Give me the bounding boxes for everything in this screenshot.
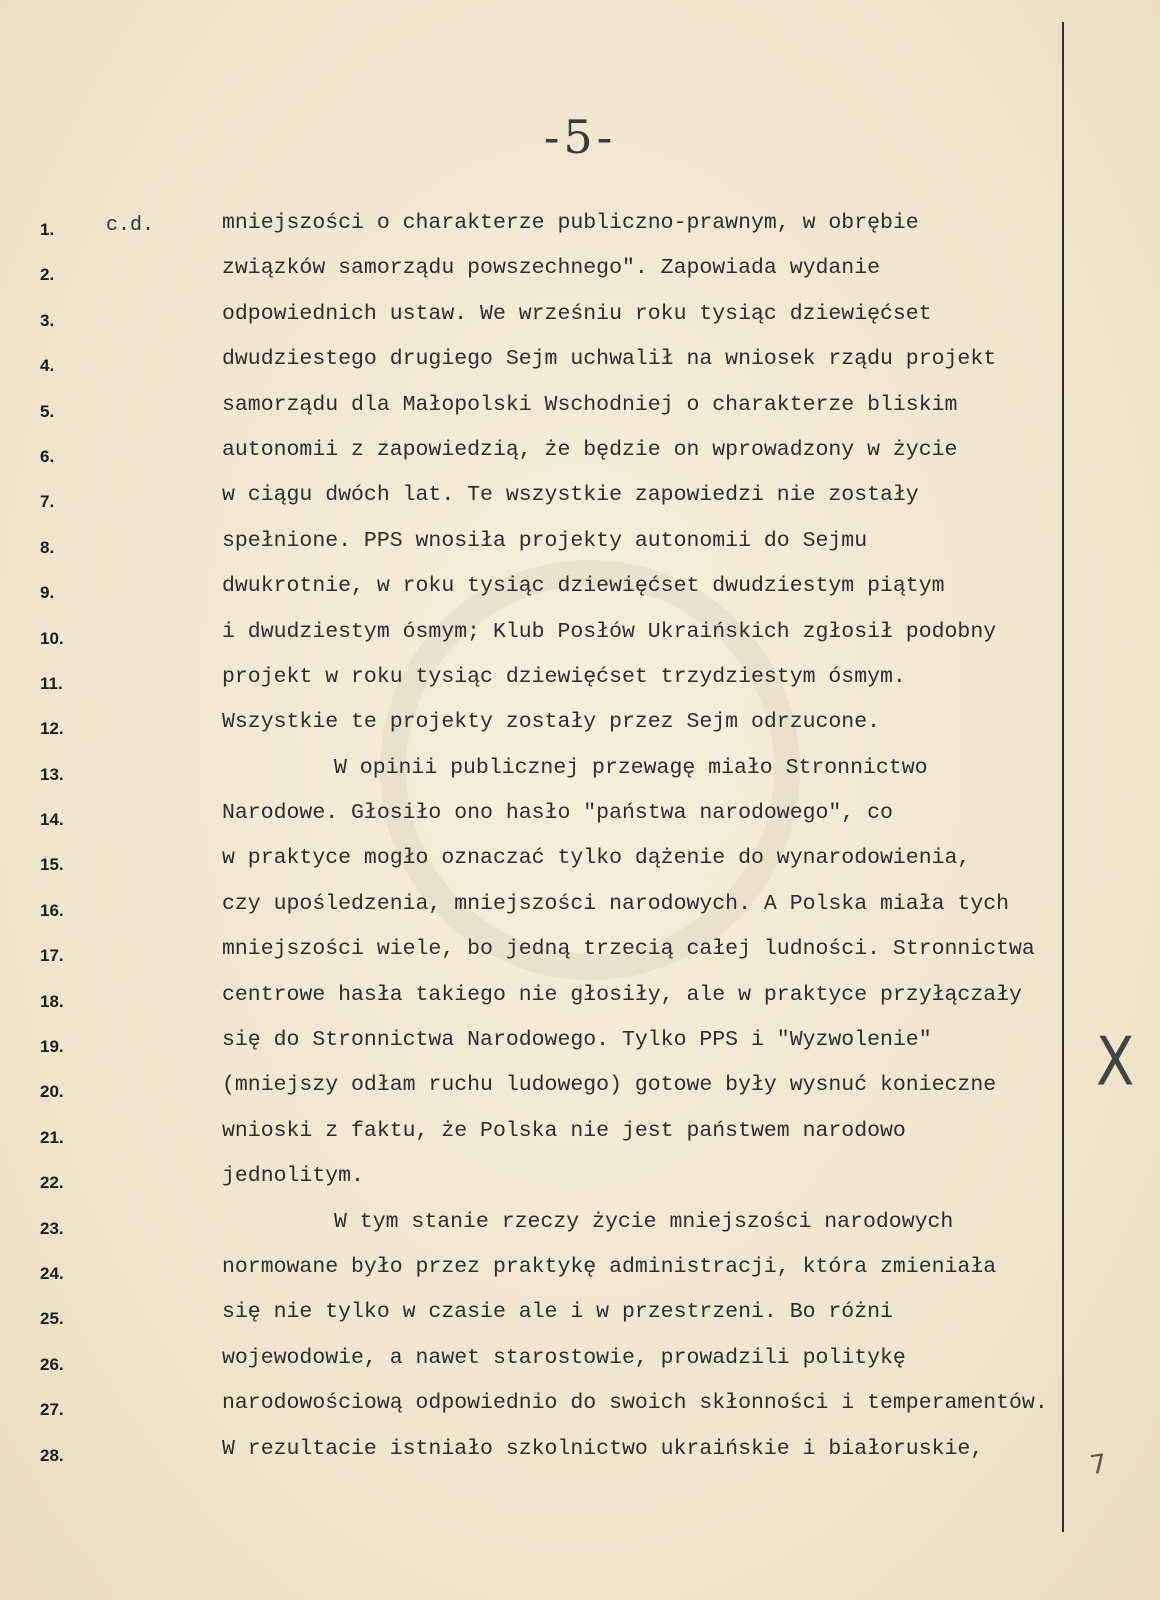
line-number: 11. bbox=[40, 673, 63, 693]
line-text: narodowościową odpowiednio do swoich skłonności i temperamentów. bbox=[222, 1391, 1048, 1416]
line-number: 25. bbox=[40, 1309, 64, 1329]
line-text: w praktyce mogło oznaczać tylko dążenie do wynarodowienia, bbox=[222, 846, 971, 871]
line-number: 28. bbox=[40, 1445, 64, 1465]
line-number: 9. bbox=[40, 583, 55, 603]
line-number: 15. bbox=[40, 855, 64, 875]
text-line bbox=[0, 524, 1160, 569]
line-text: spełnione. PPS wnosiła projekty autonomii do Sejmu bbox=[222, 528, 868, 553]
line-number: 6. bbox=[40, 446, 55, 466]
text-line bbox=[0, 1068, 1160, 1113]
line-text: W tym stanie rzeczy życie mniejszości narodowych bbox=[334, 1209, 954, 1234]
text-body bbox=[0, 206, 1160, 1477]
text-line bbox=[0, 932, 1160, 977]
margin-corner-note: 7 bbox=[1087, 1448, 1109, 1482]
text-line bbox=[0, 1432, 1160, 1477]
line-number: 5. bbox=[40, 401, 55, 421]
margin-x-mark: X bbox=[1096, 1023, 1135, 1102]
text-line bbox=[0, 342, 1160, 387]
line-number: 18. bbox=[40, 991, 64, 1011]
line-number: 24. bbox=[40, 1263, 64, 1283]
line-text: się nie tylko w czasie ale i w przestrzeni. Bo różni bbox=[222, 1300, 893, 1325]
line-number: 3. bbox=[40, 310, 55, 330]
text-line bbox=[0, 1205, 1160, 1250]
text-line bbox=[0, 1386, 1160, 1431]
line-text: wojewodowie, a nawet starostowie, prowadzili politykę bbox=[222, 1345, 906, 1370]
line-text: dwudziestego drugiego Sejm uchwalił na wniosek rządu projekt bbox=[222, 347, 997, 372]
line-text: mniejszości wiele, bo jedną trzecią całej ludności. Stronnictwa bbox=[222, 937, 1035, 962]
line-number: 27. bbox=[40, 1400, 64, 1420]
line-text: odpowiednich ustaw. We wrześniu roku tysiąc dziewięćset bbox=[222, 301, 932, 326]
line-number: 13. bbox=[40, 764, 64, 784]
line-number: 26. bbox=[40, 1354, 64, 1374]
text-line bbox=[0, 206, 1160, 251]
line-text: w ciągu dwóch lat. Te wszystkie zapowiedzi nie zostały bbox=[222, 483, 919, 508]
text-line bbox=[0, 1159, 1160, 1204]
line-text: Narodowe. Głosiło ono hasło "państwa narodowego", co bbox=[222, 801, 893, 826]
text-line bbox=[0, 478, 1160, 523]
text-line bbox=[0, 660, 1160, 705]
line-number: 14. bbox=[40, 810, 64, 830]
text-line bbox=[0, 841, 1160, 886]
line-text: związków samorządu powszechnego". Zapowiada wydanie bbox=[222, 256, 881, 281]
line-text: mniejszości o charakterze publiczno-prawnym, w obrębie bbox=[222, 211, 919, 235]
line-number: 21. bbox=[40, 1127, 64, 1147]
line-text: projekt w roku tysiąc dziewięćset trzydziestym ósmym. bbox=[222, 664, 906, 689]
text-line bbox=[0, 751, 1160, 796]
line-number: 22. bbox=[40, 1173, 64, 1193]
line-number: 23. bbox=[40, 1218, 64, 1238]
line-text: samorządu dla Małopolski Wschodniej o charakterze bliskim bbox=[222, 392, 958, 417]
text-line bbox=[0, 388, 1160, 433]
line-number: 1. bbox=[40, 220, 55, 239]
line-text: W rezultacie istniało szkolnictwo ukraińskie i białoruskie, bbox=[222, 1436, 984, 1461]
text-line bbox=[0, 1023, 1160, 1068]
line-number: 16. bbox=[40, 900, 64, 920]
line-number: 8. bbox=[40, 537, 55, 557]
line-number: 19. bbox=[40, 1037, 64, 1057]
text-line bbox=[0, 297, 1160, 342]
line-number: 2. bbox=[40, 265, 55, 285]
line-text: centrowe hasła takiego nie głosiły, ale w praktyce przyłączały bbox=[222, 982, 1022, 1007]
line-text: jednolitym. bbox=[222, 1164, 364, 1189]
text-line bbox=[0, 705, 1160, 750]
text-line bbox=[0, 1114, 1160, 1159]
line-text: dwukrotnie, w roku tysiąc dziewięćset dwudziestym piątym bbox=[222, 574, 945, 599]
line-text: wnioski z faktu, że Polska nie jest państwem narodowo bbox=[222, 1118, 906, 1143]
line-text: się do Stronnictwa Narodowego. Tylko PPS i "Wyzwolenie" bbox=[222, 1028, 932, 1053]
continuation-note: c.d. bbox=[106, 214, 155, 237]
line-number: 12. bbox=[40, 719, 64, 739]
text-line bbox=[0, 615, 1160, 660]
text-line bbox=[0, 887, 1160, 932]
line-text: autonomii z zapowiedzią, że będzie on wprowadzony w życie bbox=[222, 437, 958, 462]
text-line bbox=[0, 433, 1160, 478]
line-number: 17. bbox=[40, 946, 64, 966]
text-line bbox=[0, 1341, 1160, 1386]
line-text: normowane było przez praktykę administracji, która zmieniała bbox=[222, 1254, 997, 1279]
text-line bbox=[0, 796, 1160, 841]
text-line bbox=[0, 1295, 1160, 1340]
line-number: 7. bbox=[40, 492, 55, 512]
line-text: W opinii publicznej przewagę miało Stronnictwo bbox=[334, 755, 928, 780]
text-line bbox=[0, 978, 1160, 1023]
text-line bbox=[0, 569, 1160, 614]
line-text: czy upośledzenia, mniejszości narodowych. A Polska miała tych bbox=[222, 891, 1010, 916]
line-text: Wszystkie te projekty zostały przez Sejm odrzucone. bbox=[222, 710, 881, 735]
line-text: (mniejszy odłam ruchu ludowego) gotowe były wysnuć konieczne bbox=[222, 1073, 997, 1098]
text-line bbox=[0, 251, 1160, 296]
text-line bbox=[0, 1250, 1160, 1295]
page-number: -5- bbox=[543, 110, 617, 164]
line-number: 4. bbox=[40, 356, 55, 376]
line-number: 10. bbox=[40, 628, 64, 648]
line-number: 20. bbox=[40, 1082, 64, 1102]
line-text: i dwudziestym ósmym; Klub Posłów Ukraińskich zgłosił podobny bbox=[222, 619, 997, 644]
